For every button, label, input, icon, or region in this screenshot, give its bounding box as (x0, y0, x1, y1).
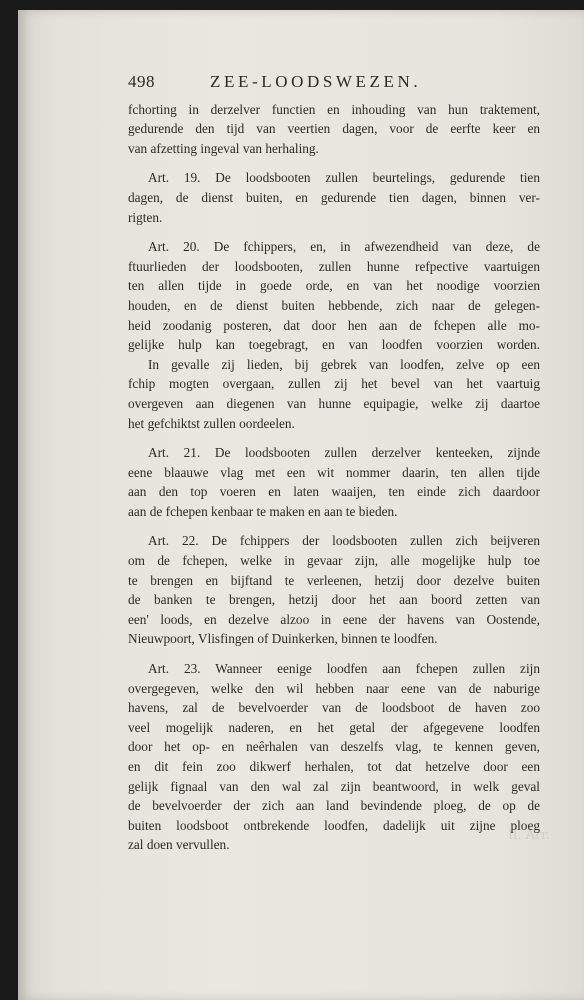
text-line: aan den top voeren en laten waaijen, ten einde zich daardoor (128, 484, 540, 500)
text-line: veel mogelijk naderen, en het getal der afgegevene loodfen (128, 719, 540, 735)
text-line: ftuurlieden der loodsbooten, zullen hunne refpective vaartuigen (128, 258, 540, 274)
catchword: Il. Arr. (508, 828, 551, 843)
text-line: de bevelvoerder der zich aan land bevindende ploeg, de op de (128, 798, 540, 814)
page-number: 498 (128, 72, 155, 91)
text-line: het gefchiktst zullen oordeelen. (128, 415, 295, 431)
text-line: heid zoodanig posteren, dat door hen aan de fchepen alle mo- (128, 317, 540, 333)
text-line: om de fchepen, welke in gevaar zijn, alle mogelijke hulp toe (128, 553, 540, 569)
text-line: houden, en de dienst buiten hebbende, zich naar de gelegen- (128, 297, 540, 313)
paragraph (128, 100, 540, 159)
text-line: te brengen en bijftand te verleenen, hetzij door dezelve buiten (128, 572, 540, 588)
text-line: ten allen tijde in goede orde, en van het noodige voorzien (128, 278, 540, 294)
text-line: havens, zal de bevelvoerder van de loodsboot de haven zoo (128, 700, 540, 716)
running-title: ZEE-LOODSWEZEN. (210, 72, 422, 91)
text-line: zal doen vervullen. (128, 837, 230, 853)
text-line: Art. 23. Wanneer eenige loodfen aan fchepen zullen zijn (148, 661, 540, 677)
text-line: gelijk fignaal van den wal zal zijn beantwoord, in welk geval (128, 778, 540, 794)
text-line: van afzetting ingeval van herhaling. (128, 140, 319, 156)
text-line: Art. 22. De fchippers der loodsbooten zullen zich beijveren (148, 533, 540, 549)
text-line: aan de fchepen kenbaar te maken en aan te bieden. (128, 503, 398, 519)
paragraph (128, 168, 540, 227)
body-text (128, 100, 540, 855)
text-line: een' loods, en dezelve alzoo in eene der havens van Oostende, (128, 611, 540, 627)
text-line: eene blaauwe vlag met een wit nommer daarin, ten allen tijde (128, 464, 540, 480)
text-line: door het op- en neêrhalen van deszelfs vlag, te kennen geven, (128, 739, 540, 755)
paragraph (128, 531, 540, 649)
text-line: overgeven aan diegenen van hunne equipagie, welke zij daartoe (128, 395, 540, 411)
text-line: Art. 19. De loodsbooten zullen beurtelings, gedurende tien (148, 170, 540, 186)
paragraph (128, 237, 540, 433)
text-line: en dit fein zoo dikwerf herhalen, tot dat hetzelve door een (128, 759, 540, 774)
text-line: overgegeven, welke den wil hebben naar eene van de naburige (128, 680, 540, 696)
text-line: gedurende den tijd van veertien dagen, voor de eerfte keer en (128, 121, 540, 137)
text-line: rigten. (128, 209, 163, 225)
text-line: Art. 20. De fchippers, en, in afwezendheid van deze, de (148, 239, 540, 255)
text-line: dagen, de dienst buiten, en gedurende tien dagen, binnen ver- (128, 189, 540, 205)
text-line: fchorting in derzelver functien en inhouding van hun traktement, (128, 101, 540, 117)
text-line: buiten loodsboot ontbrekende loodfen, dadelijk uit zijne ploeg (128, 817, 540, 833)
page-header (128, 72, 540, 92)
paragraph (128, 659, 540, 855)
text-line: fchip mogten overgaan, zullen zij het bevel van het vaartuig (128, 376, 540, 392)
text-line: gelijke hulp kan toegebragt, en van loodfen voorzien worden. (128, 337, 540, 353)
text-line: Nieuwpoort, Vlisfingen of Duinkerken, binnen te loodfen. (128, 631, 438, 647)
text-line: de banken te brengen, hetzij door het aan boord zetten van (128, 592, 540, 608)
page-content (128, 72, 540, 865)
paragraph (128, 443, 540, 521)
text-line: In gevalle zij lieden, bij gebrek van loodfen, zelve op een (148, 356, 540, 372)
text-line: Art. 21. De loodsbooten zullen derzelver kenteeken, zijnde (148, 445, 540, 461)
